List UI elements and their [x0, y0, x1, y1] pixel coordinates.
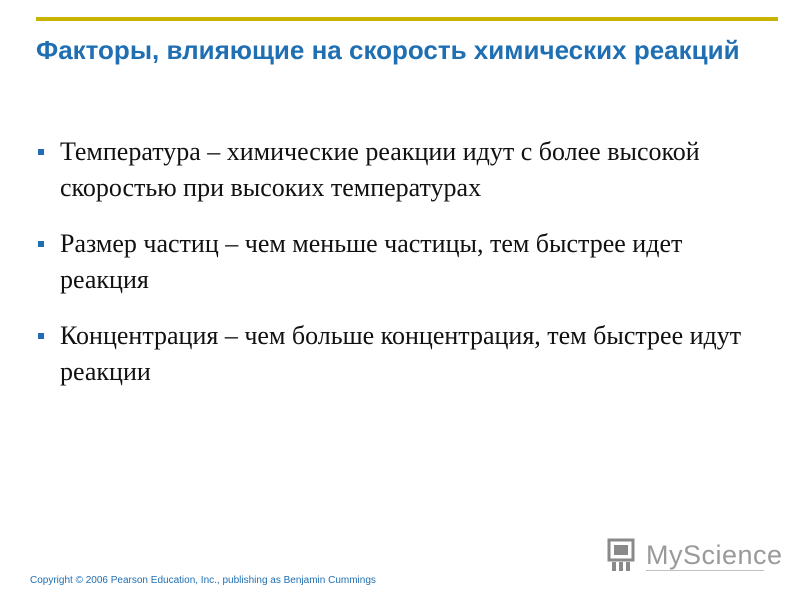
square-bullet-icon — [38, 149, 44, 155]
square-bullet-icon — [38, 333, 44, 339]
open-book-icon — [606, 538, 636, 572]
myscience-logo — [606, 538, 783, 574]
square-bullet-icon — [38, 241, 44, 247]
top-rule — [36, 17, 778, 21]
bullet-item-concentration — [38, 318, 758, 390]
bullet-text: Размер частиц – чем меньше частицы, тем быстрее идет реакция — [60, 229, 683, 294]
bullet-text: Концентрация – чем больше концентрация, тем быстрее идут реакции — [60, 321, 742, 386]
logo-underline — [646, 570, 764, 571]
bullet-item-particle-size — [38, 226, 758, 298]
slide-title: Факторы, влияющие на скорость химических реакций — [36, 35, 740, 65]
copyright-footer: Copyright © 2006 Pearson Education, Inc., publishing as Benjamin Cummings — [30, 575, 376, 586]
bullet-list — [38, 134, 758, 410]
bullet-item-temperature — [38, 134, 758, 206]
bullet-text: Температура – химические реакции идут с более высокой скоростью при высоких температурах — [60, 137, 700, 202]
logo-text: MyScience — [646, 540, 783, 570]
